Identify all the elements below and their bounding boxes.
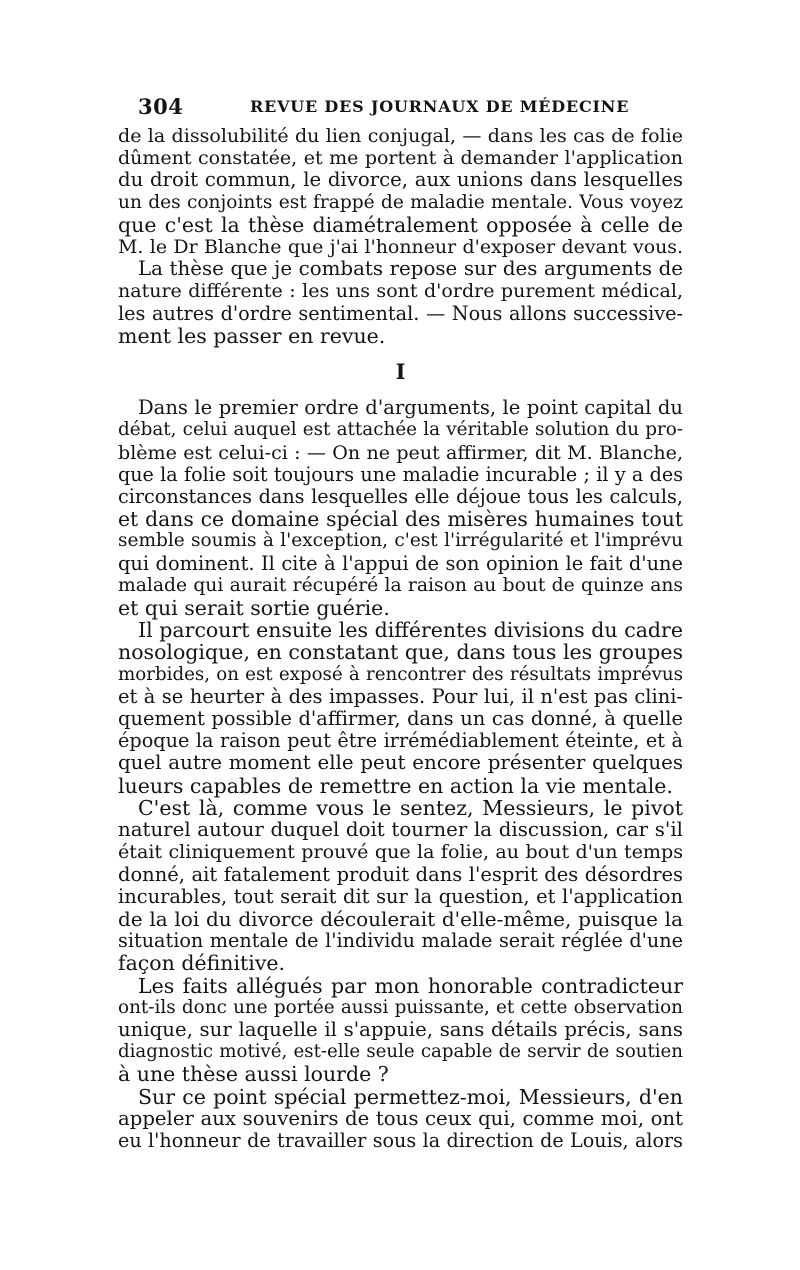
text-line: ment les passer en revue. [118, 323, 386, 348]
text-line: quel autre moment elle peut encore présenter quelques [118, 751, 683, 775]
running-title: REVUE DES JOURNAUX DE MÉDECINE [250, 97, 630, 116]
text-line: appeler aux souvenirs de tous ceux qui, comme moi, ont [118, 1106, 683, 1130]
text-line: nature différente : les uns sont d'ordre purement médical, [118, 280, 683, 303]
text-line: unique, sur laquelle il s'appuie, sans détails précis, sans [118, 1017, 683, 1041]
text-line: débat, celui auquel est attachée la véritable solution du pro- [118, 419, 683, 441]
text-line: quement possible d'affirmer, dans un cas donné, à quelle [118, 707, 683, 731]
text-line: époque la raison peut être irrémédiablement éteinte, et à [118, 729, 683, 753]
text-line: incurables, tout serait dit sur la question, et l'application [118, 884, 683, 908]
text-line: naturel autour duquel doit tourner la discussion, car s'il [118, 818, 683, 842]
text-line: C'est là, comme vous le sentez, Messieurs, le pivot [138, 795, 683, 820]
section-heading: I [395, 359, 406, 385]
text-line: semble soumis à l'exception, c'est l'irrégularité et l'imprévu [118, 530, 683, 552]
text-line: à une thèse aussi lourde ? [118, 1062, 389, 1087]
paragraph [118, 258, 683, 347]
page-header [118, 94, 678, 122]
text-line: et qui serait sortie guérie. [118, 596, 390, 621]
text-line: Dans le premier ordre d'arguments, le point capital du [138, 396, 683, 420]
paragraph [118, 975, 683, 1086]
text-line: qui dominent. Il cite à l'appui de son opinion le fait d'une [118, 551, 683, 575]
text-line: un des conjoints est frappé de maladie mentale. Vous voyez [118, 191, 683, 213]
text-line: et dans ce domaine spécial des misères humaines tout [118, 507, 683, 532]
text-line: Les faits allégués par mon honorable contradicteur [138, 973, 683, 998]
text-line: que c'est la thèse diamétralement opposée à celle de [118, 212, 683, 237]
text-line: les autres d'ordre sentimental. — Nous allons successive- [118, 301, 683, 325]
body-text [118, 125, 683, 1152]
text-line: eu l'honneur de travailler sous la direction de Louis, alors [118, 1128, 683, 1152]
text-line: de la dissolubilité du lien conjugal, — dans les cas de folie [118, 125, 683, 147]
paragraph [118, 619, 683, 797]
text-line: nosologique, en constatant que, dans tous les groupes [118, 640, 683, 665]
text-line: et à se heurter à des impasses. Pour lui, il n'est pas clini- [118, 684, 683, 708]
text-line: Sur ce point spécial permettez-moi, Messieurs, d'en [138, 1084, 683, 1109]
paragraph [118, 397, 683, 619]
paragraph [118, 125, 683, 258]
text-line: Il parcourt ensuite les différentes divisions du cadre [138, 618, 683, 643]
paragraph [118, 797, 683, 975]
text-line: circonstances dans lesquelles elle déjoue tous les calculs, [118, 485, 683, 509]
paragraph [118, 1086, 683, 1153]
text-line: morbides, on est exposé à rencontrer des résultats imprévus [118, 663, 683, 685]
text-line: malade qui aurait récupéré la raison au bout de quinze ans [118, 574, 683, 596]
text-line: était cliniquement prouvé que la folie, au bout d'un temps [118, 841, 683, 864]
page-number: 304 [138, 94, 184, 119]
text-line: dûment constatée, et me portent à demander l'application [118, 147, 683, 170]
text-line: La thèse que je combats repose sur des arguments de [138, 257, 683, 281]
text-line: blème est celui-ci : — On ne peut affirmer, dit M. Blanche, [118, 441, 683, 464]
text-line: donné, ait fatalement produit dans l'esprit des désordres [118, 862, 683, 886]
text-line: de la loi du divorce découlerait d'elle-même, puisque la [118, 906, 683, 931]
text-line: diagnostic motivé, est-elle seule capable de servir de soutien [118, 1041, 683, 1063]
text-line: M. le Dr Blanche que j'ai l'honneur d'exposer devant vous. [118, 236, 683, 259]
text-line: ont-ils donc une portée aussi puissante, et cette observation [118, 996, 683, 1018]
text-line: façon définitive. [118, 951, 286, 976]
text-line: que la folie soit toujours une maladie incurable ; il y a des [118, 462, 683, 486]
text-line: lueurs capables de remettre en action la vie mentale. [118, 773, 673, 798]
text-line: du droit commun, le divorce, aux unions dans lesquelles [118, 168, 683, 192]
text-line: situation mentale de l'individu malade serait réglée d'une [118, 929, 683, 953]
